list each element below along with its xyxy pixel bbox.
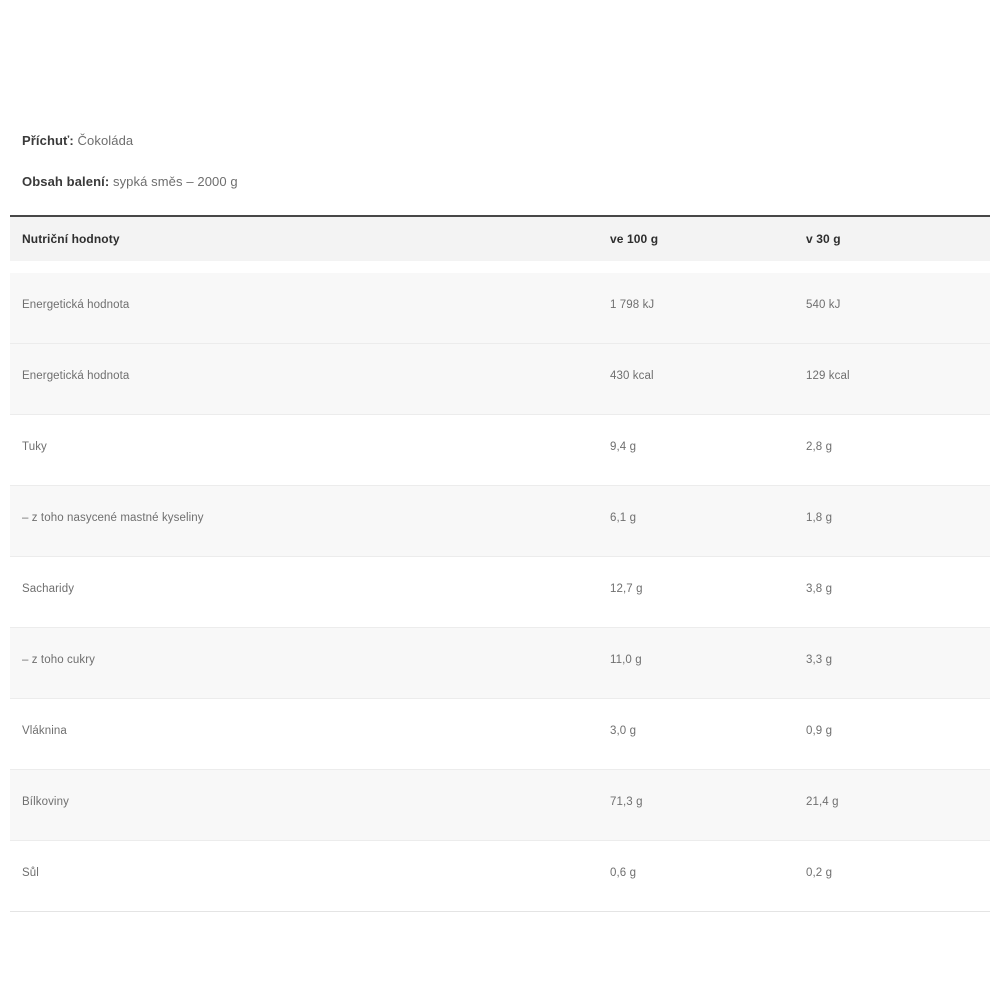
row-name: Sůl (10, 841, 598, 912)
nutrition-table-container (10, 215, 990, 912)
table-row-energy-kj (10, 267, 990, 344)
row-per-100g: 9,4 g (598, 415, 794, 486)
nutrition-header-row (10, 216, 990, 267)
product-info-section (0, 0, 1000, 189)
row-per-30g: 1,8 g (794, 486, 990, 557)
table-row-saturated-fats (10, 486, 990, 557)
row-per-30g: 2,8 g (794, 415, 990, 486)
row-per-100g: 12,7 g (598, 557, 794, 628)
row-name: Bílkoviny (10, 770, 598, 841)
flavor-value: Čokoláda (77, 133, 134, 148)
row-per-100g: 11,0 g (598, 628, 794, 699)
row-per-100g: 3,0 g (598, 699, 794, 770)
row-per-30g: 3,8 g (794, 557, 990, 628)
package-line (22, 174, 990, 189)
header-nutrition-values: Nutriční hodnoty (10, 216, 598, 267)
row-name: Sacharidy (10, 557, 598, 628)
row-name: Energetická hodnota (10, 344, 598, 415)
package-value: sypká směs – 2000 g (112, 174, 238, 189)
row-per-100g: 0,6 g (598, 841, 794, 912)
row-per-30g: 3,3 g (794, 628, 990, 699)
table-row-carbohydrates (10, 557, 990, 628)
package-label: Obsah balení: (22, 174, 110, 189)
header-per-100g: ve 100 g (598, 216, 794, 267)
flavor-label: Příchuť: (22, 133, 74, 148)
table-row-proteins (10, 770, 990, 841)
table-row-sugars (10, 628, 990, 699)
row-name: Energetická hodnota (10, 267, 598, 344)
row-per-100g: 6,1 g (598, 486, 794, 557)
row-per-100g: 71,3 g (598, 770, 794, 841)
row-name: – z toho cukry (10, 628, 598, 699)
nutrition-table (10, 215, 990, 912)
row-name: Vláknina (10, 699, 598, 770)
row-per-30g: 129 kcal (794, 344, 990, 415)
row-name: – z toho nasycené mastné kyseliny (10, 486, 598, 557)
row-per-30g: 540 kJ (794, 267, 990, 344)
table-row-salt (10, 841, 990, 912)
table-row-fats (10, 415, 990, 486)
row-per-30g: 0,2 g (794, 841, 990, 912)
table-row-energy-kcal (10, 344, 990, 415)
row-per-100g: 1 798 kJ (598, 267, 794, 344)
table-row-fiber (10, 699, 990, 770)
row-per-30g: 0,9 g (794, 699, 990, 770)
row-name: Tuky (10, 415, 598, 486)
row-per-30g: 21,4 g (794, 770, 990, 841)
row-per-100g: 430 kcal (598, 344, 794, 415)
header-per-30g: v 30 g (794, 216, 990, 267)
flavor-line (22, 133, 990, 148)
